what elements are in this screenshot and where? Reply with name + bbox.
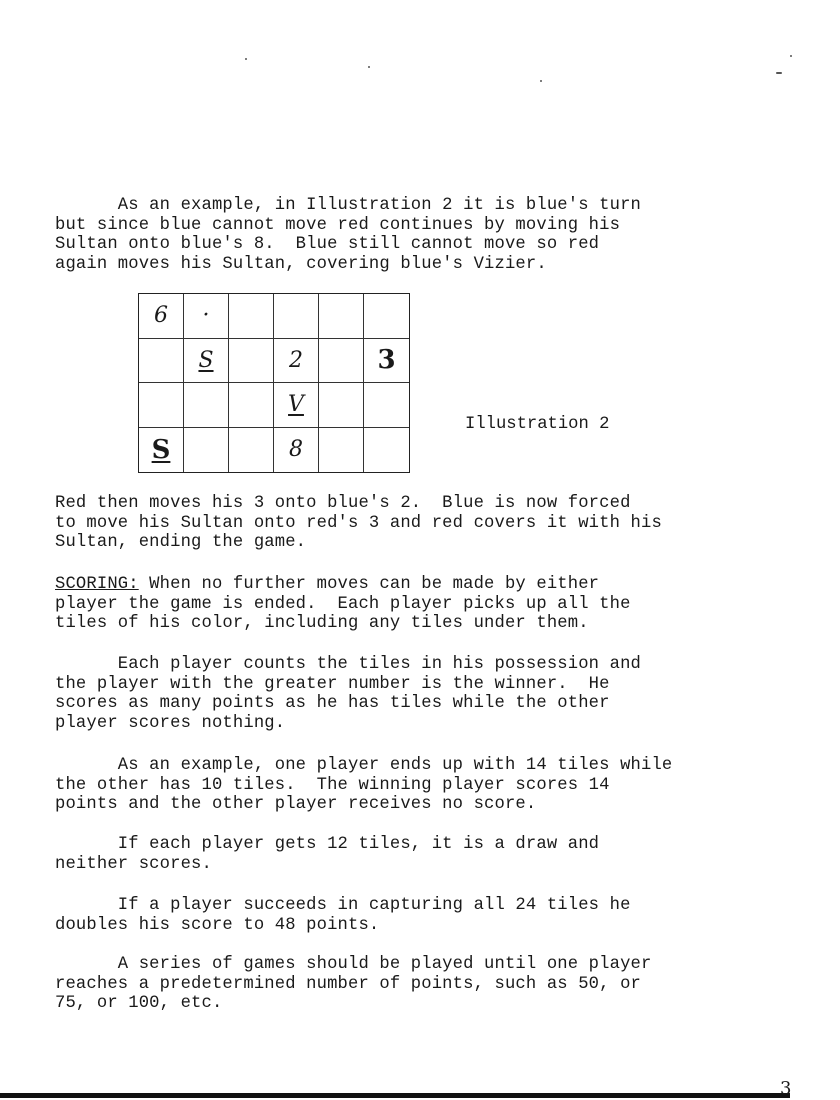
board-cell xyxy=(139,294,184,339)
scoring-heading: SCORING: xyxy=(55,575,139,594)
board-cell xyxy=(184,294,229,339)
board-tile-label: 6 xyxy=(154,303,168,329)
board-tile-label: 3 xyxy=(377,345,396,376)
board-cell xyxy=(184,383,229,428)
paragraph-series: A series of games should be played until one player reaches a predetermined number of points, such as 50, or 75, or 100, etc. xyxy=(55,955,652,1013)
board-cell xyxy=(229,294,274,339)
board-cell xyxy=(139,383,184,428)
board-tile-label: 2 xyxy=(289,347,303,373)
scan-speck xyxy=(245,58,247,60)
board-cell xyxy=(184,428,229,473)
board-tile-label: 8 xyxy=(289,437,303,463)
page-bottom-edge xyxy=(0,1093,790,1098)
paragraph-red-moves: Red then moves his 3 onto blue's 2. Blue is now forced to move his Sultan onto red's 3 and red covers it with his Sultan, ending the game. xyxy=(55,494,662,552)
board-tile-label: · xyxy=(202,303,210,329)
board-cell xyxy=(319,339,364,384)
board-cell xyxy=(229,339,274,384)
scoring-text: When no further moves can be made by either player the game is ended. Each player picks up all the tiles of his color, including any tiles under them. xyxy=(55,575,631,633)
scan-speck xyxy=(540,80,542,82)
board-cell xyxy=(274,294,319,339)
paragraph-draw: If each player gets 12 tiles, it is a draw and neither scores. xyxy=(55,835,600,874)
board-tile-label: S xyxy=(198,347,214,373)
scan-speck xyxy=(368,66,370,68)
board-cell xyxy=(184,339,229,384)
board-cell xyxy=(319,428,364,473)
board-cell xyxy=(139,428,184,473)
board-cell xyxy=(139,339,184,384)
board-tile-label: V xyxy=(288,392,304,418)
board-cell xyxy=(229,383,274,428)
paragraph-scoring xyxy=(55,575,755,634)
paragraph-example-intro: As an example, in Illustration 2 it is blue's turn but since blue cannot move red continues by moving his Sultan onto blue's 8. Blue still cannot move so red again moves his Sultan, covering blue's Vizier. xyxy=(55,196,641,274)
board-cell xyxy=(319,383,364,428)
board-cell xyxy=(319,294,364,339)
board-cell xyxy=(229,428,274,473)
board-cell xyxy=(364,294,409,339)
paragraph-counting: Each player counts the tiles in his possession and the player with the greater number is the winner. He scores as many points as he has tiles while the other player scores nothing. xyxy=(55,655,641,733)
scan-speck xyxy=(790,55,792,57)
board-cell xyxy=(364,339,409,384)
board-cell xyxy=(274,383,319,428)
illustration-board xyxy=(138,293,410,473)
board-tile-label: S xyxy=(151,434,171,465)
board-cell xyxy=(274,339,319,384)
board-cell xyxy=(364,383,409,428)
board-cell xyxy=(274,428,319,473)
board-cell xyxy=(364,428,409,473)
illustration-label: Illustration 2 xyxy=(465,415,610,434)
page-number: 3 xyxy=(780,1078,792,1099)
paragraph-example-scores: As an example, one player ends up with 14 tiles while the other has 10 tiles. The winning player scores 14 points and the other player receives no score. xyxy=(55,756,673,814)
paragraph-capture-all: If a player succeeds in capturing all 24 tiles he doubles his score to 48 points. xyxy=(55,896,631,935)
scan-speck xyxy=(776,72,782,74)
